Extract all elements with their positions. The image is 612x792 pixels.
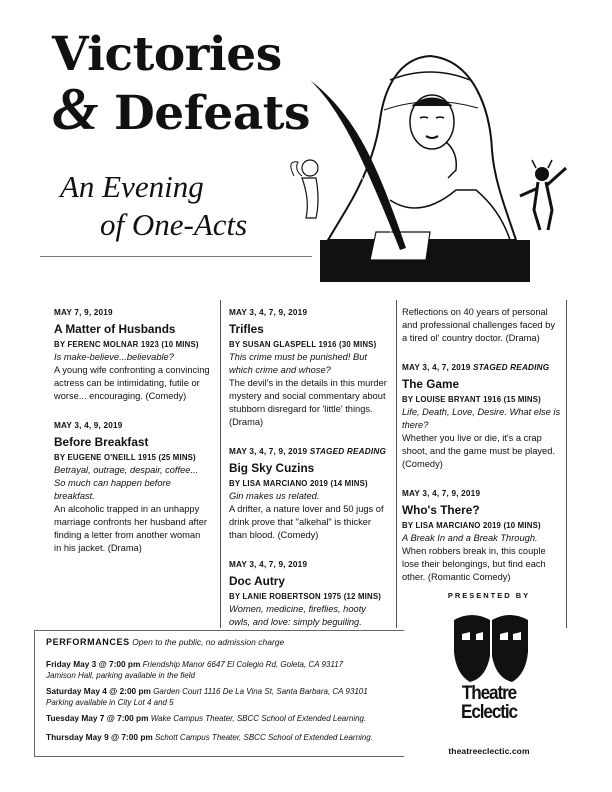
play-byline: BY LISA MARCIANO 2019 (10 MINS) (402, 521, 541, 530)
staged-reading-label: STAGED READING (472, 363, 550, 372)
play-entry-continued (402, 306, 562, 345)
play-description: An alcoholic trapped in an unhappy marriage confronts her husband after finding a letter from another woman in his jacket. (Drama) (54, 504, 207, 553)
title-line-1: Victories (52, 27, 282, 82)
play-description: When robbers break in, this couple lose their belongings, but find each other. (Romantic Comedy) (402, 546, 546, 582)
play-entry (229, 558, 389, 629)
column-divider-3 (566, 300, 567, 628)
play-date-text: MAY 3, 4, 7, 9, 2019 (229, 447, 308, 456)
event-subtitle (60, 168, 247, 244)
wordmark-line-1: Theatre (461, 683, 517, 704)
play-date (402, 361, 562, 374)
play-title: Doc Autry (229, 574, 285, 588)
play-byline: BY FERENC MOLNAR 1923 (10 MINS) (54, 340, 199, 349)
staged-reading-label: STAGED READING (309, 447, 387, 456)
title-divider (40, 256, 312, 257)
cupid-figure (291, 160, 318, 218)
play-entry (402, 361, 562, 471)
play-title: A Matter of Husbands (54, 322, 176, 336)
play-title: Big Sky Cuzins (229, 461, 315, 475)
play-description: Reflections on 40 years of personal and professional challenges faced by a tired ol' country doctor. (Drama) (402, 307, 555, 343)
performance-venue: Friendship Manor 6647 El Colegio Rd, Goleta, CA 93117 (142, 660, 344, 669)
play-entry (229, 306, 389, 429)
performances-note: Open to the public, no admission charge (132, 637, 285, 647)
column-divider-2 (396, 300, 397, 628)
play-tagline: Women, medicine, fireflies, hooty owls, and love: simply beguiling. (229, 604, 366, 627)
play-entry (402, 487, 562, 584)
performance-item (46, 732, 373, 743)
play-entry (229, 445, 389, 542)
play-byline: BY LOUISE BRYANT 1916 (15 MINS) (402, 395, 541, 404)
play-date-text: MAY 3, 4, 7, 2019 (402, 363, 471, 372)
play-description: A young wife confronting a convincing actress can be intimidating, futile or worse... encouraging. (Comedy) (54, 365, 210, 401)
performance-time: Saturday May 4 @ 2:00 pm (46, 686, 151, 696)
performance-item (46, 686, 368, 708)
performance-venue: Schott Campus Theater, SBCC School of Extended Learning. (155, 733, 373, 742)
play-entry (54, 306, 210, 403)
website-link[interactable]: theatreeclectic.com (448, 746, 530, 756)
title-line-2-text: Defeats (114, 86, 310, 141)
title-line-2 (52, 76, 310, 142)
performances-heading: PERFORMANCES (46, 637, 130, 647)
play-tagline: Gin makes us related. (229, 491, 320, 501)
column-1 (54, 306, 210, 571)
play-date: MAY 3, 4, 7, 9, 2019 (229, 560, 308, 569)
theatre-eclectic-wordmark (439, 684, 540, 722)
play-tagline: This crime must be punished! But which crime and whose? (229, 352, 367, 375)
play-tagline: Life, Death, Love, Desire. What else is there? (402, 407, 561, 430)
performance-time: Tuesday May 7 @ 7:00 pm (46, 713, 149, 723)
wordmark-line-2: Eclectic (460, 702, 517, 723)
event-title (52, 28, 310, 141)
performance-time: Thursday May 9 @ 7:00 pm (46, 732, 153, 742)
play-byline: BY LISA MARCIANO 2019 (14 MINS) (229, 479, 368, 488)
vintage-illustration (280, 50, 580, 285)
subtitle-line-1: An Evening (60, 169, 204, 204)
column-3 (402, 306, 562, 600)
performances-header (46, 637, 284, 647)
performance-item (46, 659, 343, 681)
play-entry (54, 419, 210, 555)
play-tagline: Betrayal, outrage, despair, coffee... So much can happen before breakfast. (54, 465, 199, 501)
play-tagline: Is make-believe...believable? (54, 352, 174, 362)
play-title: The Game (402, 377, 460, 391)
performance-venue: Wake Campus Theater, SBCC School of Extended Learning. (150, 714, 367, 723)
subtitle-line-2: of One-Acts (100, 207, 248, 242)
play-title: Who's There? (402, 503, 480, 517)
play-description: The devil's in the details in this murder mystery and social commentary about stubborn disregard for 'little' things. (Drama) (229, 378, 387, 427)
theatre-masks-logo-icon (450, 612, 532, 684)
play-title: Before Breakfast (54, 435, 149, 449)
play-byline: BY SUSAN GLASPELL 1916 (30 MINS) (229, 340, 377, 349)
performance-note: Jamison Hall, parking available in the field (46, 671, 195, 680)
play-date (229, 445, 389, 458)
play-byline: BY LANIE ROBERTSON 1975 (12 MINS) (229, 592, 382, 601)
title-ampersand: & (52, 76, 99, 142)
play-byline: BY EUGENE O'NEILL 1915 (25 MINS) (54, 453, 196, 462)
column-2 (229, 306, 389, 645)
play-date: MAY 3, 4, 9, 2019 (54, 421, 123, 430)
play-date: MAY 7, 9, 2019 (54, 308, 113, 317)
performance-note: Parking available in City Lot 4 and 5 (46, 698, 174, 707)
play-date: MAY 3, 4, 7, 9, 2019 (229, 308, 308, 317)
play-title: Trifles (229, 322, 264, 336)
performance-venue: Garden Court 1116 De La Vina St, Santa Barbara, CA 93101 (153, 687, 368, 696)
performance-time: Friday May 3 @ 7:00 pm (46, 659, 141, 669)
play-description: A drifter, a nature lover and 50 jugs of drink prove that "alkehal" is thicker than blood. (Comedy) (229, 504, 384, 540)
column-divider-1 (220, 300, 221, 628)
devil-figure (520, 160, 566, 230)
performance-item (46, 713, 366, 724)
play-description: Whether you live or die, it's a crap shoot, and the game must be played. (Comedy) (402, 433, 555, 469)
play-tagline: A Break In and a Break Through. (402, 533, 538, 543)
presented-by-label: PRESENTED BY (447, 591, 531, 600)
play-date: MAY 3, 4, 7, 9, 2019 (402, 489, 481, 498)
